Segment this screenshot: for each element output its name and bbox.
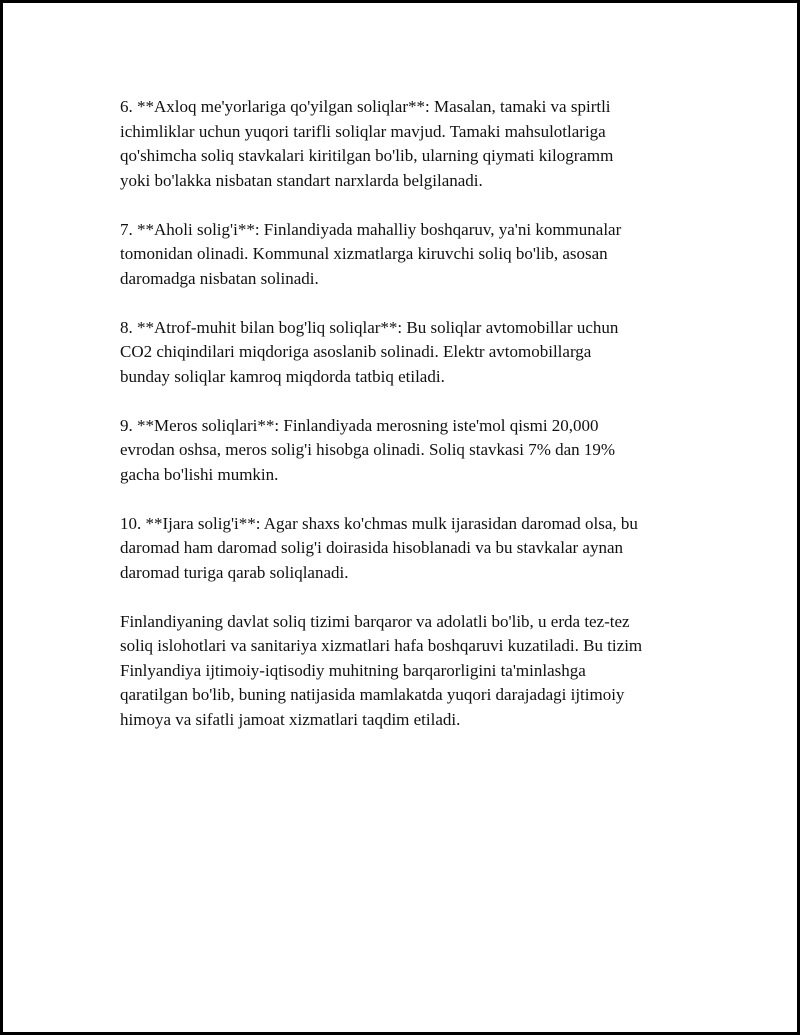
paragraph-conclusion: Finlandiyaning davlat soliq tizimi barqaror va adolatli bo'lib, u erda tez-tez soliq islohotlari va sanitariya xizmatlari hafa boshqaruvi kuzatiladi. Bu tizim Finlyandiya ijtimoiy-iqtisodiy muhitning barqarorligini ta'minlashga qaratilgan bo'lib, buning natijasida mamlakatda yuqori darajadagi ijtimoiy himoya va sifatli jamoat xizmatlari taqdim etiladi. [120, 611, 643, 729]
paragraph-atrof-muhit-soliqlari: 8. **Atrof-muhit bilan bog'liq soliqlar**: Bu soliqlar avtomobillar uchun CO2 chiqindilari miqdoriga asoslanib solinadi. Elektr avtomobillarga bunday soliqlar kamroq miqdorda tatbiq etiladi. [120, 317, 619, 386]
document-body [120, 95, 690, 757]
paragraph-ijara-soligi: 10. **Ijara solig'i**: Agar shaxs ko'chmas mulk ijarasidan daromad olsa, bu daromad ham daromad solig'i doirasida hisoblanadi va bu stavkalar aynan daromad turiga qarab soliqlanadi. [120, 513, 638, 582]
paragraph-meros-soliqlari: 9. **Meros soliqlari**: Finlandiyada merosning iste'mol qismi 20,000 evrodan oshsa, meros solig'i hisobga olinadi. Soliq stavkasi 7% dan 19% gacha bo'lishi mumkin. [120, 415, 616, 484]
paragraph-axloq-soliqlari: 6. **Axloq me'yorlariga qo'yilgan soliqlar**: Masalan, tamaki va spirtli ichimliklar uchun yuqori tarifli soliqlar mavjud. Tamaki mahsulotlariga qo'shimcha soliq stavkalari kiritilgan bo'lib, ularning qiymati kilogramm yoki bo'lakka nisbatan standart narxlarda belgilanadi. [120, 97, 614, 190]
paragraph-aholi-soligi: 7. **Aholi solig'i**: Finlandiyada mahalliy boshqaruv, ya'ni kommunalar tomonidan olinadi. Kommunal xizmatlarga kiruvchi soliq bo'lib, asosan daromadga nisbatan solinadi. [120, 219, 622, 288]
